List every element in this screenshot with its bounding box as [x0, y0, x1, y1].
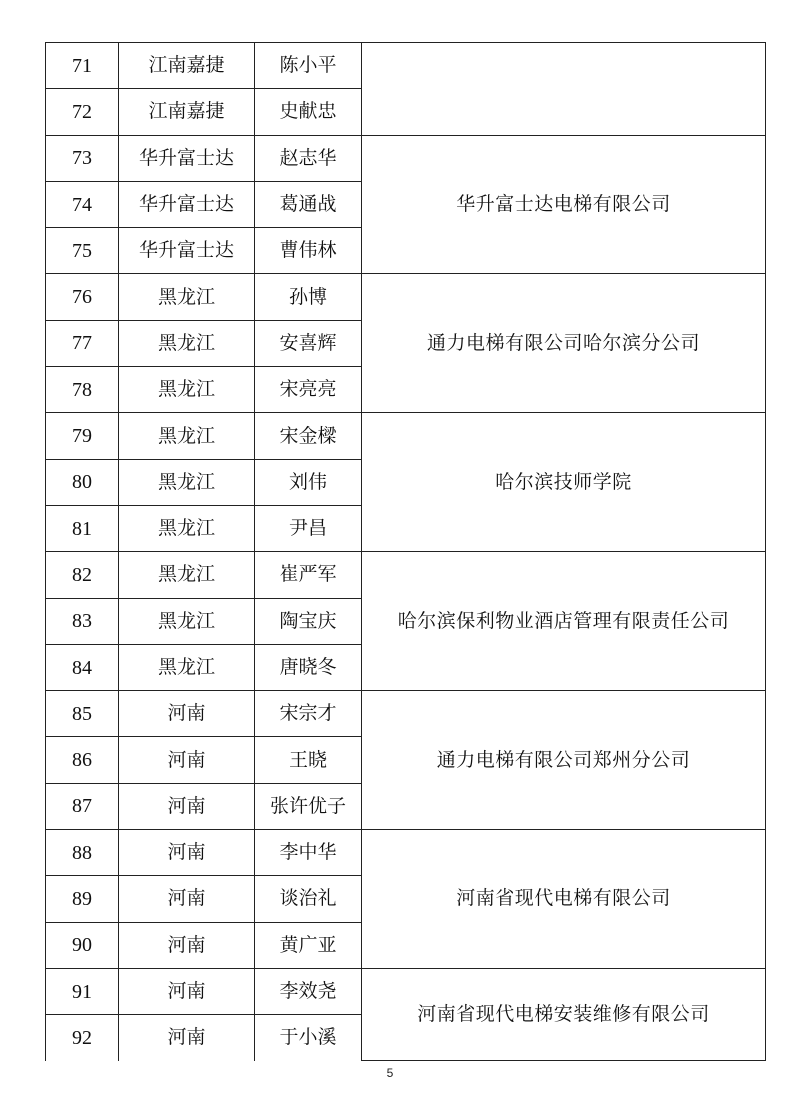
person-name: 陶宝庆 — [255, 598, 362, 644]
page-number: 5 — [386, 1066, 394, 1080]
table-row — [46, 968, 766, 1014]
row-number: 87 — [46, 783, 119, 829]
person-name: 安喜辉 — [255, 320, 362, 366]
region-cell: 河南 — [119, 1015, 255, 1061]
unit-cell — [362, 43, 766, 136]
region-cell: 黑龙江 — [119, 367, 255, 413]
person-name: 宋宗才 — [255, 691, 362, 737]
person-name: 唐晓冬 — [255, 644, 362, 690]
row-number: 89 — [46, 876, 119, 922]
row-number: 80 — [46, 459, 119, 505]
person-name: 史献忠 — [255, 89, 362, 135]
row-number: 78 — [46, 367, 119, 413]
region-cell: 黑龙江 — [119, 598, 255, 644]
region-cell: 河南 — [119, 830, 255, 876]
person-name: 宋金樑 — [255, 413, 362, 459]
person-name: 谈治礼 — [255, 876, 362, 922]
person-name: 张许优子 — [255, 783, 362, 829]
person-name: 于小溪 — [255, 1015, 362, 1061]
row-number: 75 — [46, 228, 119, 274]
region-cell: 黑龙江 — [119, 413, 255, 459]
region-cell: 河南 — [119, 876, 255, 922]
personnel-table-wrap — [45, 42, 766, 1061]
region-cell: 河南 — [119, 922, 255, 968]
row-number: 86 — [46, 737, 119, 783]
region-cell: 河南 — [119, 691, 255, 737]
person-name: 崔严军 — [255, 552, 362, 598]
region-cell: 黑龙江 — [119, 459, 255, 505]
table-row — [46, 43, 766, 89]
row-number: 81 — [46, 505, 119, 551]
person-name: 赵志华 — [255, 135, 362, 181]
region-cell: 江南嘉捷 — [119, 89, 255, 135]
region-cell: 黑龙江 — [119, 552, 255, 598]
row-number: 72 — [46, 89, 119, 135]
person-name: 刘伟 — [255, 459, 362, 505]
person-name: 李中华 — [255, 830, 362, 876]
table-row — [46, 413, 766, 459]
unit-cell: 河南省现代电梯安装维修有限公司 — [362, 968, 766, 1060]
unit-cell: 通力电梯有限公司郑州分公司 — [362, 691, 766, 830]
row-number: 76 — [46, 274, 119, 320]
table-row — [46, 274, 766, 320]
unit-cell: 哈尔滨保利物业酒店管理有限责任公司 — [362, 552, 766, 691]
person-name: 黄广亚 — [255, 922, 362, 968]
row-number: 79 — [46, 413, 119, 459]
region-cell: 黑龙江 — [119, 320, 255, 366]
region-cell: 黑龙江 — [119, 505, 255, 551]
row-number: 91 — [46, 968, 119, 1014]
person-name: 陈小平 — [255, 43, 362, 89]
row-number: 92 — [46, 1015, 119, 1061]
region-cell: 河南 — [119, 968, 255, 1014]
row-number: 83 — [46, 598, 119, 644]
region-cell: 河南 — [119, 783, 255, 829]
region-cell: 河南 — [119, 737, 255, 783]
row-number: 73 — [46, 135, 119, 181]
region-cell: 华升富士达 — [119, 181, 255, 227]
table-row — [46, 135, 766, 181]
region-cell: 华升富士达 — [119, 228, 255, 274]
person-name: 曹伟林 — [255, 228, 362, 274]
unit-cell: 通力电梯有限公司哈尔滨分公司 — [362, 274, 766, 413]
row-number: 71 — [46, 43, 119, 89]
table-row — [46, 830, 766, 876]
table-row — [46, 552, 766, 598]
row-number: 74 — [46, 181, 119, 227]
unit-cell: 华升富士达电梯有限公司 — [362, 135, 766, 274]
row-number: 82 — [46, 552, 119, 598]
region-cell: 黑龙江 — [119, 644, 255, 690]
row-number: 77 — [46, 320, 119, 366]
person-name: 宋亮亮 — [255, 367, 362, 413]
row-number: 84 — [46, 644, 119, 690]
person-name: 王晓 — [255, 737, 362, 783]
region-cell: 江南嘉捷 — [119, 43, 255, 89]
unit-cell: 河南省现代电梯有限公司 — [362, 830, 766, 969]
person-name: 李效尧 — [255, 968, 362, 1014]
row-number: 90 — [46, 922, 119, 968]
person-name: 葛通战 — [255, 181, 362, 227]
table-row — [46, 691, 766, 737]
region-cell: 黑龙江 — [119, 274, 255, 320]
unit-cell: 哈尔滨技师学院 — [362, 413, 766, 552]
row-number: 85 — [46, 691, 119, 737]
personnel-table — [45, 42, 766, 1061]
region-cell: 华升富士达 — [119, 135, 255, 181]
person-name: 尹昌 — [255, 505, 362, 551]
row-number: 88 — [46, 830, 119, 876]
person-name: 孙博 — [255, 274, 362, 320]
